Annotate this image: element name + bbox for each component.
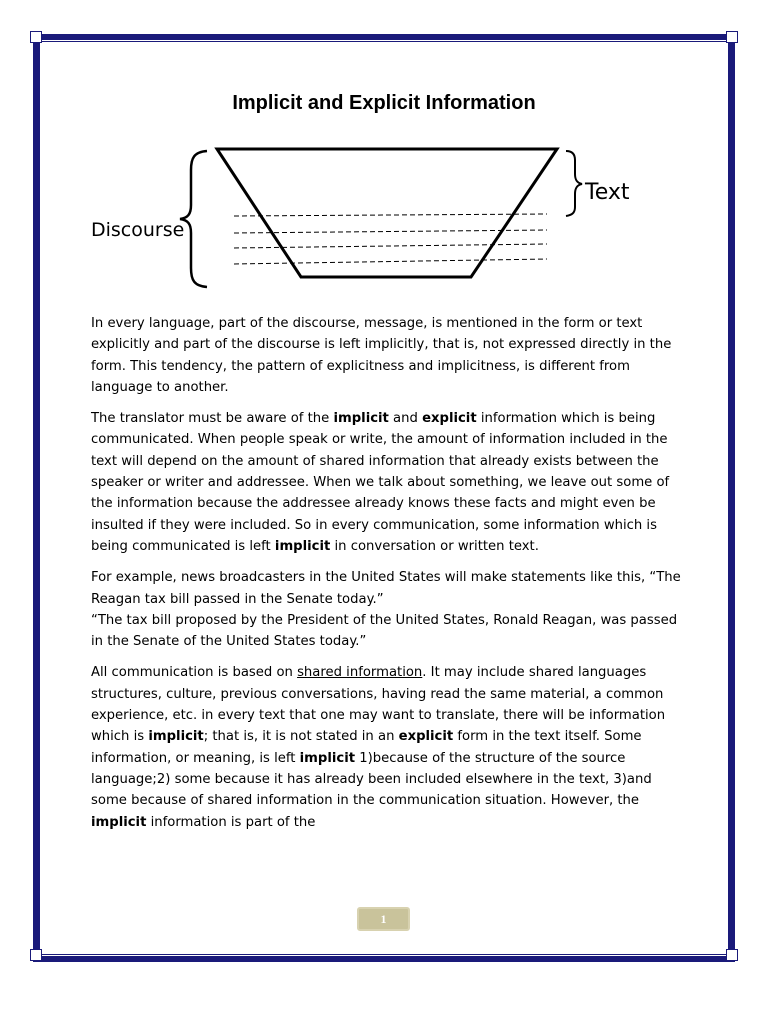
page-title: Implicit and Explicit Information (232, 92, 536, 114)
implicit-info-dashed-lines (234, 214, 547, 264)
example-sentence-expanded: “The tax bill proposed by the President of the United States, Ronald Reagan, was passed in the Senate of the United States today.” (91, 612, 678, 650)
text-run: ; that is, it is not stated in an (203, 729, 399, 745)
diagram-label-text: Text (585, 180, 630, 205)
bold-term: explicit (422, 411, 477, 427)
text-run: and (388, 411, 423, 427)
diagram-label-discourse: Discourse (91, 219, 185, 241)
border-corner-ornament (30, 31, 42, 43)
example-sentence: For example, news broadcasters in the United States will make statements like this, “The Reagan tax bill passed in the Senate today.” (91, 570, 681, 607)
bold-term: implicit (274, 538, 331, 554)
discourse-text-diagram (0, 140, 768, 305)
page-number-badge: 1 (357, 907, 410, 931)
paragraph-3 (91, 567, 683, 652)
text-trapezoid (217, 149, 557, 277)
text-brace-icon (566, 151, 582, 216)
document-body (91, 313, 683, 843)
text-run: form in the text itself. Some information, or meaning, is left (91, 729, 642, 766)
text-run: information is part of the (146, 814, 316, 830)
paragraph-1: In every language, part of the discourse, message, is mentioned in the form or text explicitly and part of the discourse is left implicitly, that is, not expressed directly in the form. This tendency, the pattern of explicitness and implicitness, is different from language to another. (91, 316, 672, 395)
border-corner-ornament (30, 949, 42, 961)
text-run: The translator must be aware of the (91, 411, 334, 427)
text-run: All communication is based on (91, 665, 298, 681)
bold-term: implicit (91, 814, 147, 830)
bold-term: implicit (299, 750, 356, 766)
text-run: information which is being communicated. When people speak or write, the amount of information included in the text will depend on the amount of shared information that already exists between the speaker or writer and addressee. When we talk about something, we leave out some of the information because the addressee already knows these facts and might even be insulted if they were included. So in every communication, some information which is being communicated is left (91, 411, 670, 554)
text-run: 1)because of the structure of the source language;2) some because it has already been included elsewhere in the text, 3)and some because of shared information in the communication situation. However, the (91, 750, 652, 809)
bold-term: implicit (333, 411, 389, 427)
underlined-term: shared information (297, 665, 423, 681)
border-corner-ornament (726, 31, 738, 43)
bold-term: explicit (398, 729, 454, 745)
paragraph-4 (91, 662, 683, 832)
bold-term: implicit (148, 729, 204, 745)
text-run: in conversation or written text. (330, 538, 539, 554)
paragraph-2 (91, 408, 683, 557)
text-run: . It may include shared languages structures, culture, previous conversations, having read the same material, a common experience, etc. in every text that one may want to translate, there will be information which is (91, 665, 666, 745)
border-corner-ornament (726, 949, 738, 961)
